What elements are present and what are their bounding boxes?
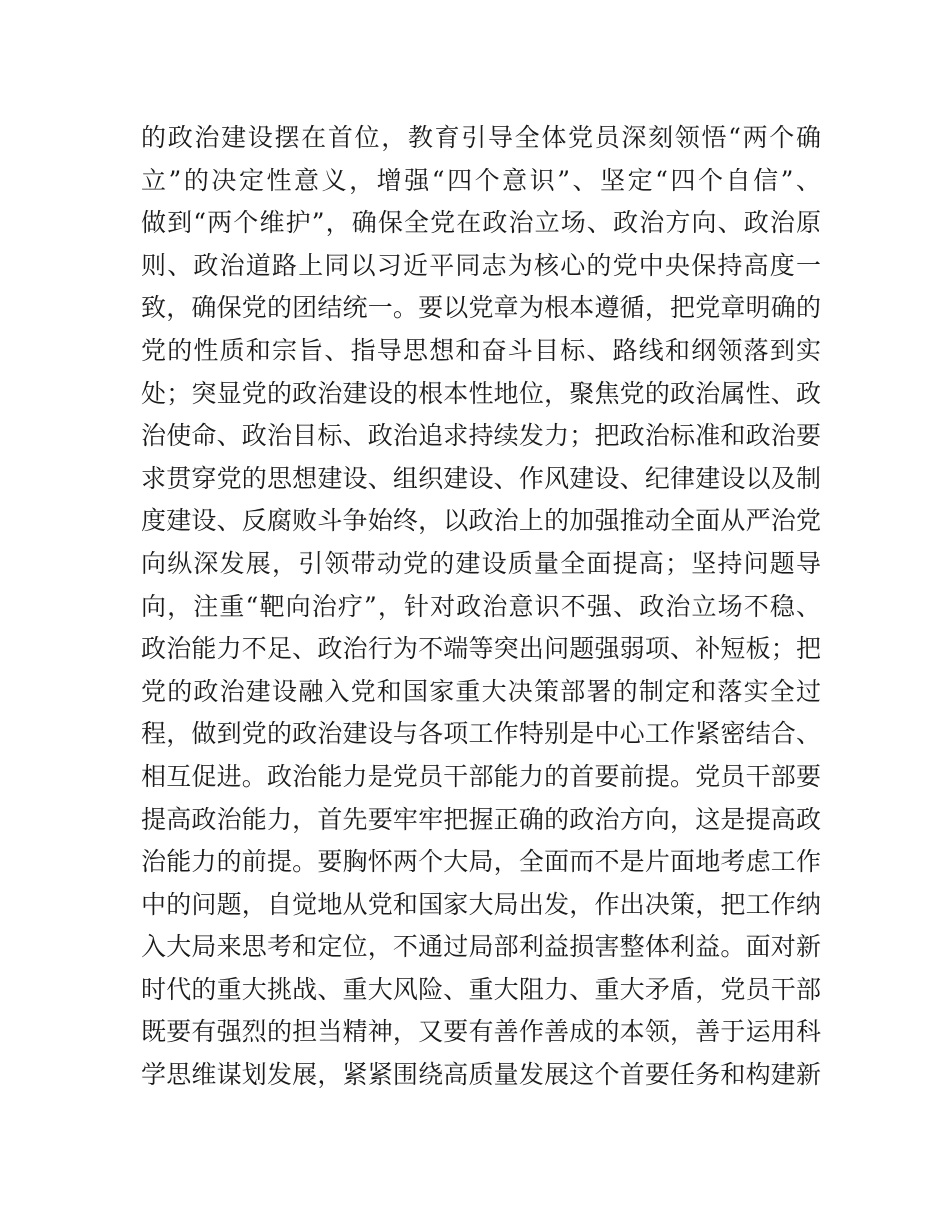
text-line: 向纵深发展，引领带动党的建设质量全面提高；坚持问题导 [141, 548, 821, 578]
text-line: 相互促进。政治能力是党员干部能力的首要前提。党员干部要 [141, 761, 821, 791]
text-line: 处；突显党的政治建设的根本性地位，聚焦党的政治属性、政 [141, 378, 821, 408]
text-line: 治能力的前提。要胸怀两个大局，全面而不是片面地考虑工作 [141, 847, 821, 877]
body-paragraph [141, 117, 821, 1097]
text-line: 致，确保党的团结统一。要以党章为根本遵循，把党章明确的 [141, 293, 821, 323]
text-line: 既要有强烈的担当精神，又要有善作善成的本领，善于运用科 [141, 1017, 821, 1047]
text-line: 程，做到党的政治建设与各项工作特别是中心工作紧密结合、 [141, 719, 821, 749]
text-line: 提高政治能力，首先要牢牢把握正确的政治方向，这是提高政 [141, 804, 821, 834]
text-line: 的政治建设摆在首位，教育引导全体党员深刻领悟“两个确 [141, 123, 821, 152]
text-line: 求贯穿党的思想建设、组织建设、作风建设、纪律建设以及制 [141, 463, 821, 493]
text-line: 则、政治道路上同以习近平同志为核心的党中央保持高度一 [141, 250, 821, 280]
text-line: 度建设、反腐败斗争始终，以政治上的加强推动全面从严治党 [141, 506, 821, 536]
text-line: 向，注重“靶向治疗”，针对政治意识不强、政治立场不稳、 [141, 591, 821, 621]
text-line: 党的性质和宗旨、指导思想和奋斗目标、路线和纲领落到实 [141, 335, 821, 365]
text-line: 党的政治建设融入党和国家重大决策部署的制定和落实全过 [141, 676, 821, 706]
text-line: 治使命、政治目标、政治追求持续发力；把政治标准和政治要 [141, 421, 821, 451]
text-line: 做到“两个维护”，确保全党在政治立场、政治方向、政治原 [141, 208, 821, 238]
text-line: 立”的决定性意义，增强“四个意识”、坚定“四个自信”、 [141, 165, 821, 195]
text-line: 中的问题，自觉地从党和国家大局出发，作出决策，把工作纳 [141, 889, 821, 919]
text-line: 入大局来思考和定位，不通过局部利益损害整体利益。面对新 [141, 932, 821, 962]
text-line: 学思维谋划发展，紧紧围绕高质量发展这个首要任务和构建新 [141, 1060, 821, 1090]
text-line: 时代的重大挑战、重大风险、重大阻力、重大矛盾，党员干部 [141, 974, 821, 1004]
text-line: 政治能力不足、政治行为不端等突出问题强弱项、补短板；把 [141, 634, 821, 664]
